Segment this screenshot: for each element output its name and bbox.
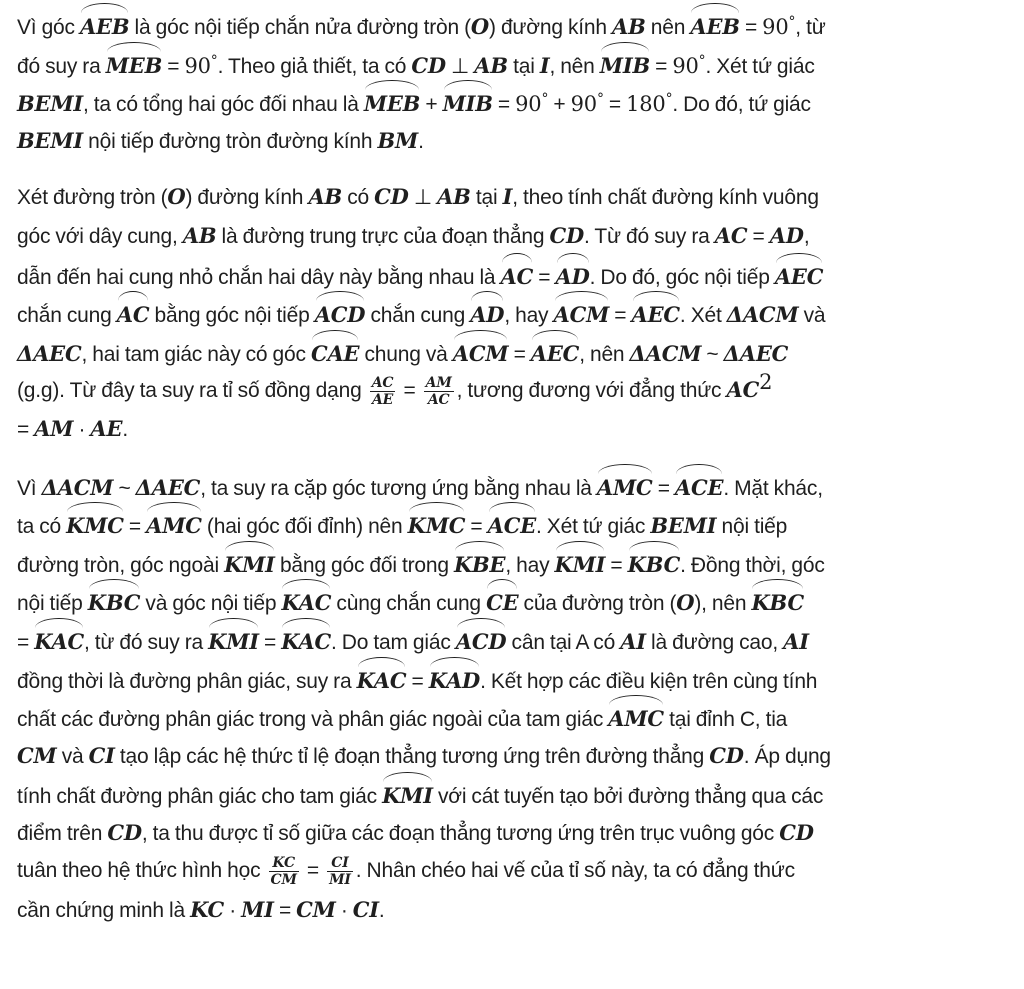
text-line: đồng thời là đường phân giác, suy ra KAC = KAD. Kết hợp các điều kiện trên cùng tính bbox=[17, 660, 1017, 699]
text-line: tính chất đường phân giác cho tam giác KMI với cát tuyến tạo bởi đường thẳng qua các bbox=[17, 775, 1017, 814]
text-line: nội tiếp KBC và góc nội tiếp KAC cùng chắn cung CE của đường tròn (O), nên KBC bbox=[17, 582, 1017, 621]
text-line: Xét đường tròn (O) đường kính AB có CD ⊥ AB tại I, theo tính chất đường kính vuông bbox=[17, 184, 819, 210]
paragraph-similar-triangles bbox=[17, 178, 1017, 448]
text-line: ΔAEC, hai tam giác này có góc CAE chung và ACM = AEC, nên ΔACM ~ ΔAEC bbox=[17, 333, 1017, 372]
text-line: góc với dây cung, AB là đường trung trực của đoạn thẳng CD. Từ đó suy ra AC = AD, bbox=[17, 222, 810, 248]
text-line: đường tròn, góc ngoài KMI bằng góc đối trong KBE, hay KMI = KBC. Đồng thời, góc bbox=[17, 544, 1017, 583]
text-line: (g.g). Từ đây ta suy ra tỉ số đồng dạng $\frac{AC}{AE}$ = $\frac{AM}{AC}$ , tương đương với đẳng thức $AC^2$ bbox=[17, 370, 773, 409]
text-line: Vì góc AEB là góc nội tiếp chắn nửa đường tròn (O) đường kính AB nên AEB = 90°, từ bbox=[17, 6, 1017, 45]
text-line: = KAC, từ đó suy ra KMI = KAC. Do tam giác ACD cân tại A có AI là đường cao, AI bbox=[17, 621, 1017, 660]
text-line: đó suy ra MEB = 90°. Theo giả thiết, ta có CD ⊥ AB tại I, nên MIB = 90°. Xét tứ giác bbox=[17, 45, 1017, 84]
solution-document bbox=[17, 6, 1017, 930]
text-line: chắn cung AC bằng góc nội tiếp ACD chắn cung AD, hay ACM = AEC. Xét ΔACM và bbox=[17, 294, 1017, 333]
text-line: tuân theo hệ thức hình học $\frac{KC}{CM}$ = $\frac{CI}{MI}$ . Nhân chéo hai vế của tỉ số này, ta có đẳng thức bbox=[17, 855, 795, 889]
text-line: Vì ΔACM ~ ΔAEC, ta suy ra cặp góc tương ứng bằng nhau là AMC = ACE. Mặt khác, bbox=[17, 467, 1017, 506]
text-line: điểm trên CD, ta thu được tỉ số giữa các đoạn thẳng tương ứng trên trục vuông góc CD bbox=[17, 819, 814, 845]
text-line: BEMI nội tiếp đường tròn đường kính BM. bbox=[17, 127, 424, 153]
text-line: ta có KMC = AMC (hai góc đối đỉnh) nên KMC = ACE. Xét tứ giác BEMI nội tiếp bbox=[17, 505, 1017, 544]
text-line: CM và CI tạo lập các hệ thức tỉ lệ đoạn thẳng tương ứng trên đường thẳng CD. Áp dụng bbox=[17, 742, 831, 768]
paragraph-final-proof bbox=[17, 467, 1017, 930]
text-line: dẫn đến hai cung nhỏ chắn hai dây này bằng nhau là AC = AD. Do đó, góc nội tiếp AEC bbox=[17, 256, 1017, 295]
text-line: chất các đường phân giác trong và phân giác ngoài của tam giác AMC tại đỉnh C, tia bbox=[17, 698, 1017, 737]
text-line: cần chứng minh là KC · MI = CM · CI. bbox=[17, 897, 385, 923]
text-line: BEMI, ta có tổng hai góc đối nhau là MEB + MIB = 90° + 90° = 180°. Do đó, tứ giác bbox=[17, 83, 1017, 122]
paragraph-cyclic-quadrilateral bbox=[17, 6, 1017, 160]
text-line: = AM · AE. bbox=[17, 415, 128, 441]
